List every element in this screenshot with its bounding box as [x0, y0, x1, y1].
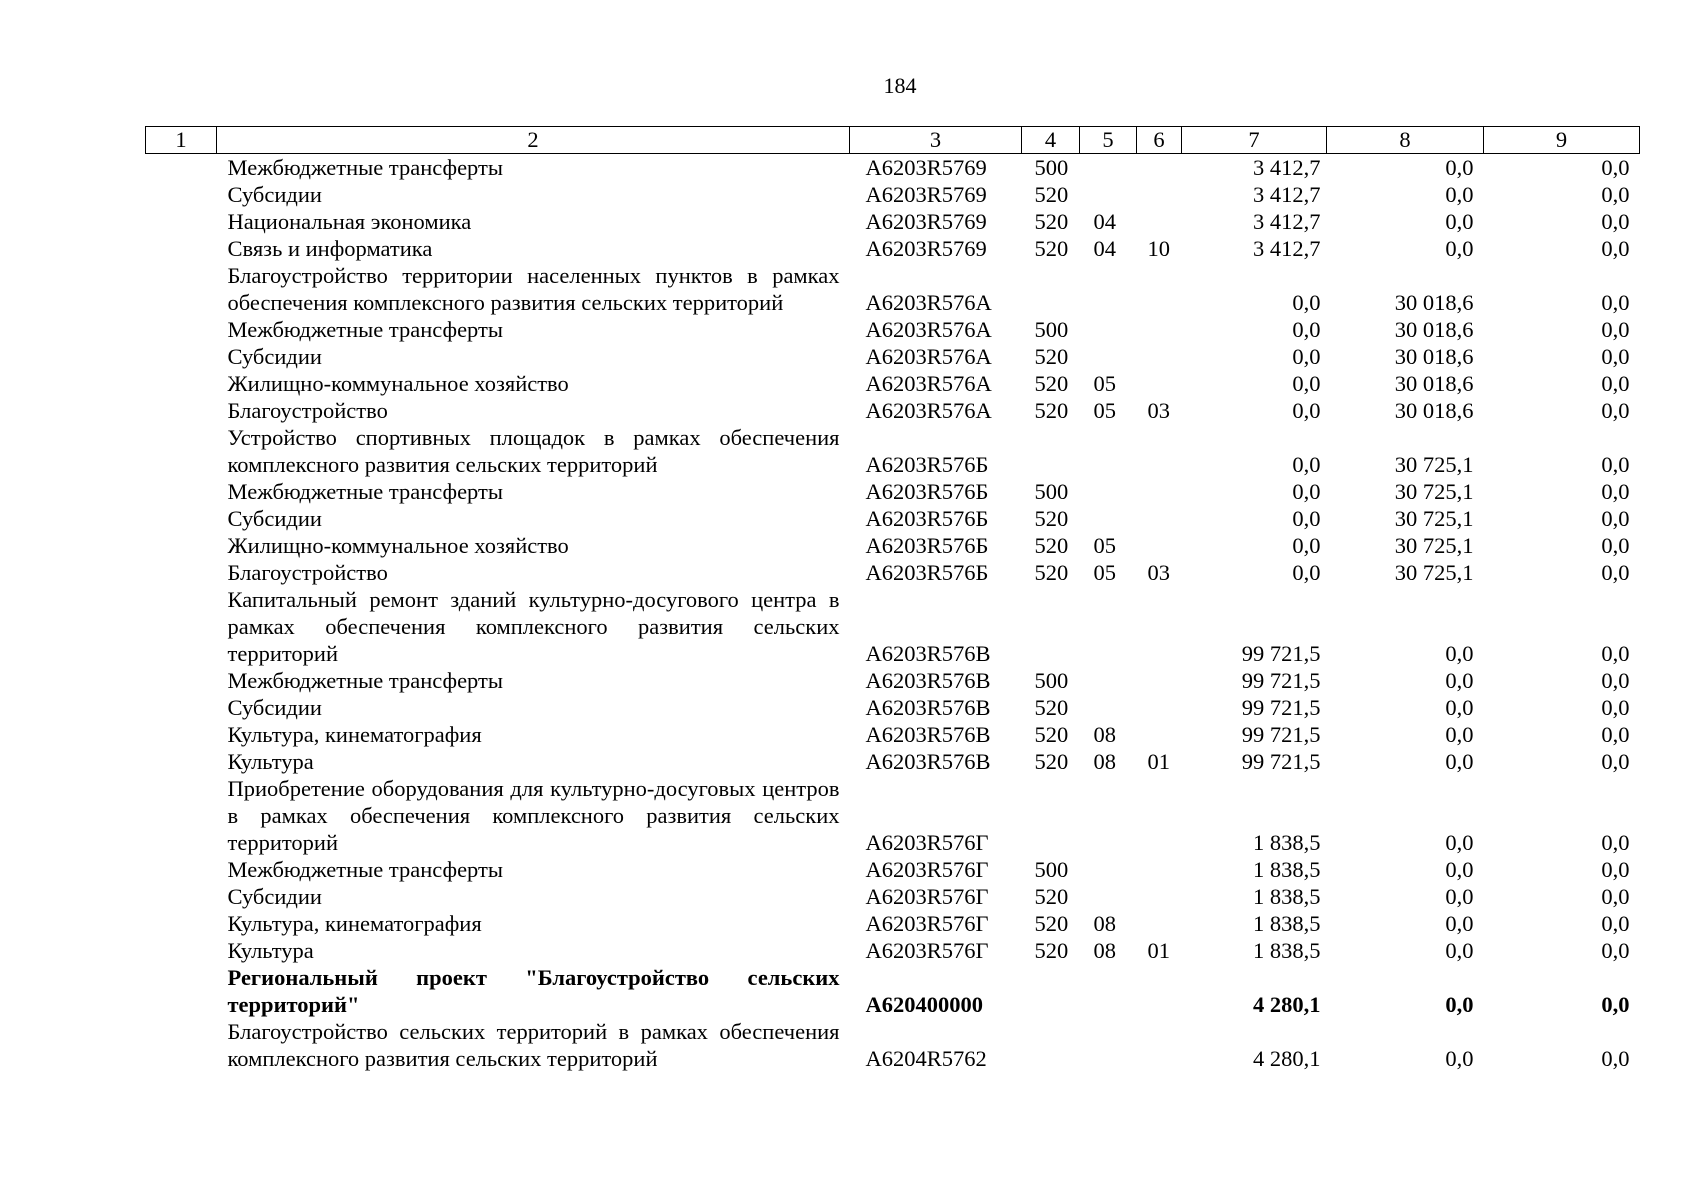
row-name-cell: Национальная экономика — [227, 209, 472, 234]
row-expense-type-cell: 520 — [1034, 506, 1069, 531]
row-value-col8-cell: 30 725,1 — [1394, 533, 1474, 558]
row-expense-type-cell: 520 — [1034, 695, 1069, 720]
row-expense-type-cell: 520 — [1034, 749, 1069, 774]
row-value-col7-cell: 4 280,1 — [1253, 992, 1321, 1017]
row-subsection-cell — [1137, 910, 1182, 937]
row-number-cell — [146, 721, 217, 748]
row-code-cell: А6203R5769 — [865, 182, 987, 207]
row-expense-type-cell: 520 — [1034, 938, 1069, 963]
row-number-cell — [146, 1018, 217, 1072]
row-value-col9-cell: 0,0 — [1601, 398, 1630, 423]
table-row — [146, 397, 1640, 424]
row-section-cell — [1080, 505, 1137, 532]
row-number-cell — [146, 910, 217, 937]
row-subsection-cell: 03 — [1147, 398, 1170, 423]
row-number-cell — [146, 883, 217, 910]
row-number-cell — [146, 937, 217, 964]
row-value-col9-cell: 0,0 — [1601, 560, 1630, 585]
row-value-col7-cell: 4 280,1 — [1253, 1046, 1321, 1071]
row-value-col7-cell: 1 838,5 — [1253, 857, 1321, 882]
row-value-col7-cell: 1 838,5 — [1253, 884, 1321, 909]
row-expense-type-cell: 500 — [1034, 317, 1069, 342]
column-header-3: 3 — [850, 127, 1022, 154]
column-header-2: 2 — [217, 127, 850, 154]
row-number-cell — [146, 856, 217, 883]
row-subsection-cell — [1137, 262, 1182, 316]
row-value-col8-cell: 0,0 — [1445, 938, 1474, 963]
row-value-col7-cell: 99 721,5 — [1241, 695, 1321, 720]
row-number-cell — [146, 748, 217, 775]
row-value-col8-cell: 0,0 — [1445, 857, 1474, 882]
table-row — [146, 694, 1640, 721]
table-row — [146, 910, 1640, 937]
table-row — [146, 721, 1640, 748]
row-subsection-cell: 10 — [1147, 236, 1170, 261]
table-row — [146, 856, 1640, 883]
row-code-cell: А6203R576Б — [865, 533, 989, 558]
table-row — [146, 937, 1640, 964]
row-subsection-cell — [1137, 721, 1182, 748]
row-subsection-cell: 01 — [1147, 938, 1170, 963]
row-section-cell — [1080, 1018, 1137, 1072]
row-value-col9-cell: 0,0 — [1601, 506, 1630, 531]
row-number-cell — [146, 478, 217, 505]
column-header-1: 1 — [146, 127, 217, 154]
row-code-cell: А6203R576А — [865, 317, 992, 342]
column-header-5: 5 — [1080, 127, 1137, 154]
row-expense-type-cell: 520 — [1034, 722, 1069, 747]
row-code-cell: А6203R576Г — [865, 884, 989, 909]
row-value-col7-cell: 3 412,7 — [1253, 236, 1321, 261]
row-section-cell: 04 — [1093, 236, 1116, 261]
table-header-row — [146, 127, 1640, 154]
row-section-cell — [1080, 775, 1137, 856]
table-row — [146, 478, 1640, 505]
row-subsection-cell — [1137, 208, 1182, 235]
row-section-cell — [1080, 424, 1137, 478]
row-value-col8-cell: 0,0 — [1445, 830, 1474, 855]
row-value-col9-cell: 0,0 — [1601, 236, 1630, 261]
row-subsection-cell — [1137, 424, 1182, 478]
row-value-col8-cell: 0,0 — [1445, 155, 1474, 180]
row-value-col7-cell: 0,0 — [1292, 371, 1321, 396]
row-section-cell — [1080, 316, 1137, 343]
table-row — [146, 154, 1640, 182]
row-subsection-cell: 03 — [1147, 560, 1170, 585]
row-value-col8-cell: 0,0 — [1445, 236, 1474, 261]
row-code-cell: А6203R576А — [865, 344, 992, 369]
row-value-col8-cell: 0,0 — [1445, 209, 1474, 234]
row-subsection-cell — [1137, 1018, 1182, 1072]
row-value-col7-cell: 3 412,7 — [1253, 182, 1321, 207]
row-expense-type-cell — [1022, 586, 1080, 667]
row-code-cell: А6203R576Г — [865, 911, 989, 936]
table-row — [146, 316, 1640, 343]
table-row — [146, 775, 1640, 856]
row-section-cell: 08 — [1093, 911, 1116, 936]
row-subsection-cell — [1137, 883, 1182, 910]
row-value-col9-cell: 0,0 — [1601, 641, 1630, 666]
row-expense-type-cell — [1022, 262, 1080, 316]
row-subsection-cell — [1137, 667, 1182, 694]
row-name-cell: Капитальный ремонт зданий культурно-досугового центра в рамках обеспечения комплексного развития сельских территорий — [227, 587, 840, 666]
row-number-cell — [146, 667, 217, 694]
row-code-cell: А6203R576В — [865, 641, 991, 666]
row-value-col7-cell: 99 721,5 — [1241, 668, 1321, 693]
row-value-col8-cell: 0,0 — [1445, 884, 1474, 909]
row-expense-type-cell — [1022, 775, 1080, 856]
row-expense-type-cell — [1022, 1018, 1080, 1072]
row-value-col7-cell: 99 721,5 — [1241, 722, 1321, 747]
row-value-col9-cell: 0,0 — [1601, 371, 1630, 396]
table-row — [146, 505, 1640, 532]
row-section-cell — [1080, 154, 1137, 182]
row-value-col9-cell: 0,0 — [1601, 668, 1630, 693]
row-value-col9-cell: 0,0 — [1601, 290, 1630, 315]
row-value-col8-cell: 30 018,6 — [1394, 290, 1474, 315]
row-subsection-cell — [1137, 478, 1182, 505]
row-value-col9-cell: 0,0 — [1601, 749, 1630, 774]
row-code-cell: А6203R576Г — [865, 830, 989, 855]
row-value-col8-cell: 0,0 — [1445, 695, 1474, 720]
row-name-cell: Культура, кинематография — [227, 722, 482, 747]
table-row — [146, 559, 1640, 586]
row-expense-type-cell — [1022, 964, 1080, 1018]
row-code-cell: А6203R5769 — [865, 155, 987, 180]
row-number-cell — [146, 235, 217, 262]
row-name-cell: Межбюджетные трансферты — [227, 668, 503, 693]
row-number-cell — [146, 316, 217, 343]
row-number-cell — [146, 262, 217, 316]
row-section-cell — [1080, 856, 1137, 883]
row-value-col9-cell: 0,0 — [1601, 209, 1630, 234]
row-section-cell: 05 — [1093, 398, 1116, 423]
row-value-col7-cell: 0,0 — [1292, 344, 1321, 369]
row-code-cell: А6203R576Б — [865, 479, 989, 504]
row-name-cell: Благоустройство территории населенных пунктов в рамках обеспечения комплексного развития сельских территорий — [227, 263, 840, 315]
column-header-8: 8 — [1327, 127, 1484, 154]
row-value-col7-cell: 0,0 — [1292, 290, 1321, 315]
row-value-col9-cell: 0,0 — [1601, 722, 1630, 747]
table-row — [146, 667, 1640, 694]
row-name-cell: Межбюджетные трансферты — [227, 857, 503, 882]
row-value-col8-cell: 30 018,6 — [1394, 371, 1474, 396]
row-value-col8-cell: 30 018,6 — [1394, 317, 1474, 342]
row-value-col7-cell: 0,0 — [1292, 506, 1321, 531]
row-section-cell — [1080, 964, 1137, 1018]
row-value-col8-cell: 30 725,1 — [1394, 506, 1474, 531]
row-value-col8-cell: 0,0 — [1445, 641, 1474, 666]
row-value-col8-cell: 30 725,1 — [1394, 452, 1474, 477]
row-section-cell: 05 — [1093, 533, 1116, 558]
table-body — [146, 154, 1640, 1073]
row-subsection-cell — [1137, 316, 1182, 343]
row-name-cell: Приобретение оборудования для культурно-досуговых центров в рамках обеспечения комплексного развития сельских территорий — [227, 776, 840, 855]
row-expense-type-cell: 520 — [1034, 398, 1069, 423]
row-value-col9-cell: 0,0 — [1601, 830, 1630, 855]
row-value-col9-cell: 0,0 — [1601, 155, 1630, 180]
row-value-col7-cell: 3 412,7 — [1253, 155, 1321, 180]
row-code-cell: А6203R576Б — [865, 452, 989, 477]
row-value-col7-cell: 0,0 — [1292, 398, 1321, 423]
row-number-cell — [146, 505, 217, 532]
row-name-cell: Благоустройство сельских территорий в рамках обеспечения комплексного развития сельских территорий — [227, 1019, 840, 1071]
row-name-cell: Культура, кинематография — [227, 911, 482, 936]
table-row — [146, 748, 1640, 775]
row-number-cell — [146, 694, 217, 721]
column-header-6: 6 — [1137, 127, 1182, 154]
row-section-cell — [1080, 478, 1137, 505]
row-subsection-cell — [1137, 532, 1182, 559]
row-expense-type-cell: 520 — [1034, 182, 1069, 207]
row-expense-type-cell: 500 — [1034, 668, 1069, 693]
row-value-col8-cell: 0,0 — [1445, 722, 1474, 747]
row-value-col7-cell: 0,0 — [1292, 533, 1321, 558]
row-value-col8-cell: 30 018,6 — [1394, 398, 1474, 423]
row-value-col8-cell: 30 018,6 — [1394, 344, 1474, 369]
row-name-cell: Жилищно-коммунальное хозяйство — [227, 533, 569, 558]
row-code-cell: А6203R576Б — [865, 506, 989, 531]
row-subsection-cell — [1137, 505, 1182, 532]
row-subsection-cell — [1137, 586, 1182, 667]
row-number-cell — [146, 181, 217, 208]
row-code-cell: А6203R576А — [865, 290, 992, 315]
row-name-cell: Жилищно-коммунальное хозяйство — [227, 371, 569, 396]
row-subsection-cell — [1137, 154, 1182, 182]
row-code-cell: А6203R576Г — [865, 857, 989, 882]
row-expense-type-cell: 520 — [1034, 371, 1069, 396]
row-expense-type-cell: 520 — [1034, 236, 1069, 261]
table-row — [146, 586, 1640, 667]
table-row — [146, 262, 1640, 316]
row-name-cell: Устройство спортивных площадок в рамках обеспечения комплексного развития сельских территорий — [227, 425, 840, 477]
row-subsection-cell: 01 — [1147, 749, 1170, 774]
row-section-cell: 05 — [1093, 371, 1116, 396]
row-code-cell: А6203R576В — [865, 668, 991, 693]
row-number-cell — [146, 343, 217, 370]
row-value-col7-cell: 0,0 — [1292, 479, 1321, 504]
table-row — [146, 208, 1640, 235]
column-header-4: 4 — [1022, 127, 1080, 154]
row-number-cell — [146, 559, 217, 586]
row-number-cell — [146, 208, 217, 235]
row-number-cell — [146, 532, 217, 559]
row-number-cell — [146, 397, 217, 424]
page-number: 184 — [883, 73, 917, 98]
row-number-cell — [146, 154, 217, 182]
row-value-col7-cell: 1 838,5 — [1253, 830, 1321, 855]
row-subsection-cell — [1137, 856, 1182, 883]
row-subsection-cell — [1137, 964, 1182, 1018]
row-value-col9-cell: 0,0 — [1601, 533, 1630, 558]
row-section-cell: 05 — [1093, 560, 1116, 585]
row-code-cell: А6203R576Б — [865, 560, 989, 585]
row-value-col8-cell: 0,0 — [1445, 668, 1474, 693]
row-name-cell: Межбюджетные трансферты — [227, 317, 503, 342]
row-number-cell — [146, 370, 217, 397]
row-section-cell — [1080, 667, 1137, 694]
column-header-9: 9 — [1484, 127, 1640, 154]
row-name-cell: Межбюджетные трансферты — [227, 155, 503, 180]
row-value-col8-cell: 0,0 — [1445, 182, 1474, 207]
row-subsection-cell — [1137, 343, 1182, 370]
row-code-cell: А6203R5769 — [865, 209, 987, 234]
row-value-col8-cell: 0,0 — [1445, 1046, 1474, 1071]
row-value-col7-cell: 0,0 — [1292, 452, 1321, 477]
row-value-col9-cell: 0,0 — [1601, 452, 1630, 477]
row-section-cell: 04 — [1093, 209, 1116, 234]
row-value-col9-cell: 0,0 — [1601, 857, 1630, 882]
row-value-col9-cell: 0,0 — [1601, 884, 1630, 909]
row-value-col7-cell: 3 412,7 — [1253, 209, 1321, 234]
row-name-cell: Субсидии — [227, 182, 322, 207]
row-name-cell: Культура — [227, 749, 314, 774]
row-section-cell — [1080, 586, 1137, 667]
table-row — [146, 1018, 1640, 1072]
row-expense-type-cell: 500 — [1034, 857, 1069, 882]
row-section-cell: 08 — [1093, 722, 1116, 747]
row-expense-type-cell: 520 — [1034, 209, 1069, 234]
row-expense-type-cell: 500 — [1034, 155, 1069, 180]
table-row — [146, 181, 1640, 208]
row-value-col8-cell: 0,0 — [1445, 749, 1474, 774]
row-code-cell: А6203R576В — [865, 722, 991, 747]
row-name-cell: Благоустройство — [227, 560, 388, 585]
row-code-cell: А6203R576А — [865, 398, 992, 423]
row-expense-type-cell: 500 — [1034, 479, 1069, 504]
row-name-cell: Межбюджетные трансферты — [227, 479, 503, 504]
row-expense-type-cell: 520 — [1034, 911, 1069, 936]
row-section-cell — [1080, 181, 1137, 208]
row-code-cell: А6203R576А — [865, 371, 992, 396]
row-subsection-cell — [1137, 370, 1182, 397]
row-expense-type-cell: 520 — [1034, 884, 1069, 909]
table-row — [146, 424, 1640, 478]
row-value-col7-cell: 99 721,5 — [1241, 749, 1321, 774]
row-value-col7-cell: 1 838,5 — [1253, 911, 1321, 936]
row-name-cell: Субсидии — [227, 506, 322, 531]
row-section-cell: 08 — [1093, 938, 1116, 963]
table-row — [146, 370, 1640, 397]
row-section-cell — [1080, 343, 1137, 370]
budget-table — [145, 126, 1640, 1072]
row-number-cell — [146, 775, 217, 856]
row-value-col7-cell: 0,0 — [1292, 317, 1321, 342]
row-code-cell: А6203R576В — [865, 749, 991, 774]
row-name-cell: Субсидии — [227, 344, 322, 369]
row-value-col9-cell: 0,0 — [1601, 992, 1630, 1017]
row-name-cell: Субсидии — [227, 695, 322, 720]
row-number-cell — [146, 586, 217, 667]
table-row — [146, 964, 1640, 1018]
row-value-col9-cell: 0,0 — [1601, 182, 1630, 207]
row-code-cell: А620400000 — [865, 992, 983, 1017]
row-section-cell — [1080, 694, 1137, 721]
row-expense-type-cell: 520 — [1034, 533, 1069, 558]
row-value-col9-cell: 0,0 — [1601, 911, 1630, 936]
row-value-col7-cell: 99 721,5 — [1241, 641, 1321, 666]
table-row — [146, 883, 1640, 910]
column-header-7: 7 — [1182, 127, 1327, 154]
row-value-col8-cell: 30 725,1 — [1394, 479, 1474, 504]
row-name-cell: Связь и информатика — [227, 236, 433, 261]
row-section-cell — [1080, 883, 1137, 910]
table-row — [146, 235, 1640, 262]
row-value-col9-cell: 0,0 — [1601, 1046, 1630, 1071]
row-number-cell — [146, 964, 217, 1018]
row-expense-type-cell: 520 — [1034, 344, 1069, 369]
row-value-col9-cell: 0,0 — [1601, 695, 1630, 720]
row-code-cell: А6203R576В — [865, 695, 991, 720]
row-code-cell: А6203R5769 — [865, 236, 987, 261]
row-subsection-cell — [1137, 775, 1182, 856]
row-subsection-cell — [1137, 694, 1182, 721]
row-value-col7-cell: 0,0 — [1292, 560, 1321, 585]
row-number-cell — [146, 424, 217, 478]
row-value-col9-cell: 0,0 — [1601, 317, 1630, 342]
row-value-col8-cell: 0,0 — [1445, 992, 1474, 1017]
row-expense-type-cell — [1022, 424, 1080, 478]
table-row — [146, 532, 1640, 559]
row-name-cell: Культура — [227, 938, 314, 963]
row-section-cell — [1080, 262, 1137, 316]
row-name-cell: Региональный проект "Благоустройство сельских территорий" — [227, 965, 840, 1017]
row-subsection-cell — [1137, 181, 1182, 208]
row-value-col9-cell: 0,0 — [1601, 479, 1630, 504]
row-code-cell: А6204R5762 — [865, 1046, 987, 1071]
row-code-cell: А6203R576Г — [865, 938, 989, 963]
table-row — [146, 343, 1640, 370]
row-section-cell: 08 — [1093, 749, 1116, 774]
row-value-col7-cell: 1 838,5 — [1253, 938, 1321, 963]
row-value-col9-cell: 0,0 — [1601, 938, 1630, 963]
row-value-col8-cell: 30 725,1 — [1394, 560, 1474, 585]
row-value-col8-cell: 0,0 — [1445, 911, 1474, 936]
row-expense-type-cell: 520 — [1034, 560, 1069, 585]
row-name-cell: Благоустройство — [227, 398, 388, 423]
row-name-cell: Субсидии — [227, 884, 322, 909]
row-value-col9-cell: 0,0 — [1601, 344, 1630, 369]
